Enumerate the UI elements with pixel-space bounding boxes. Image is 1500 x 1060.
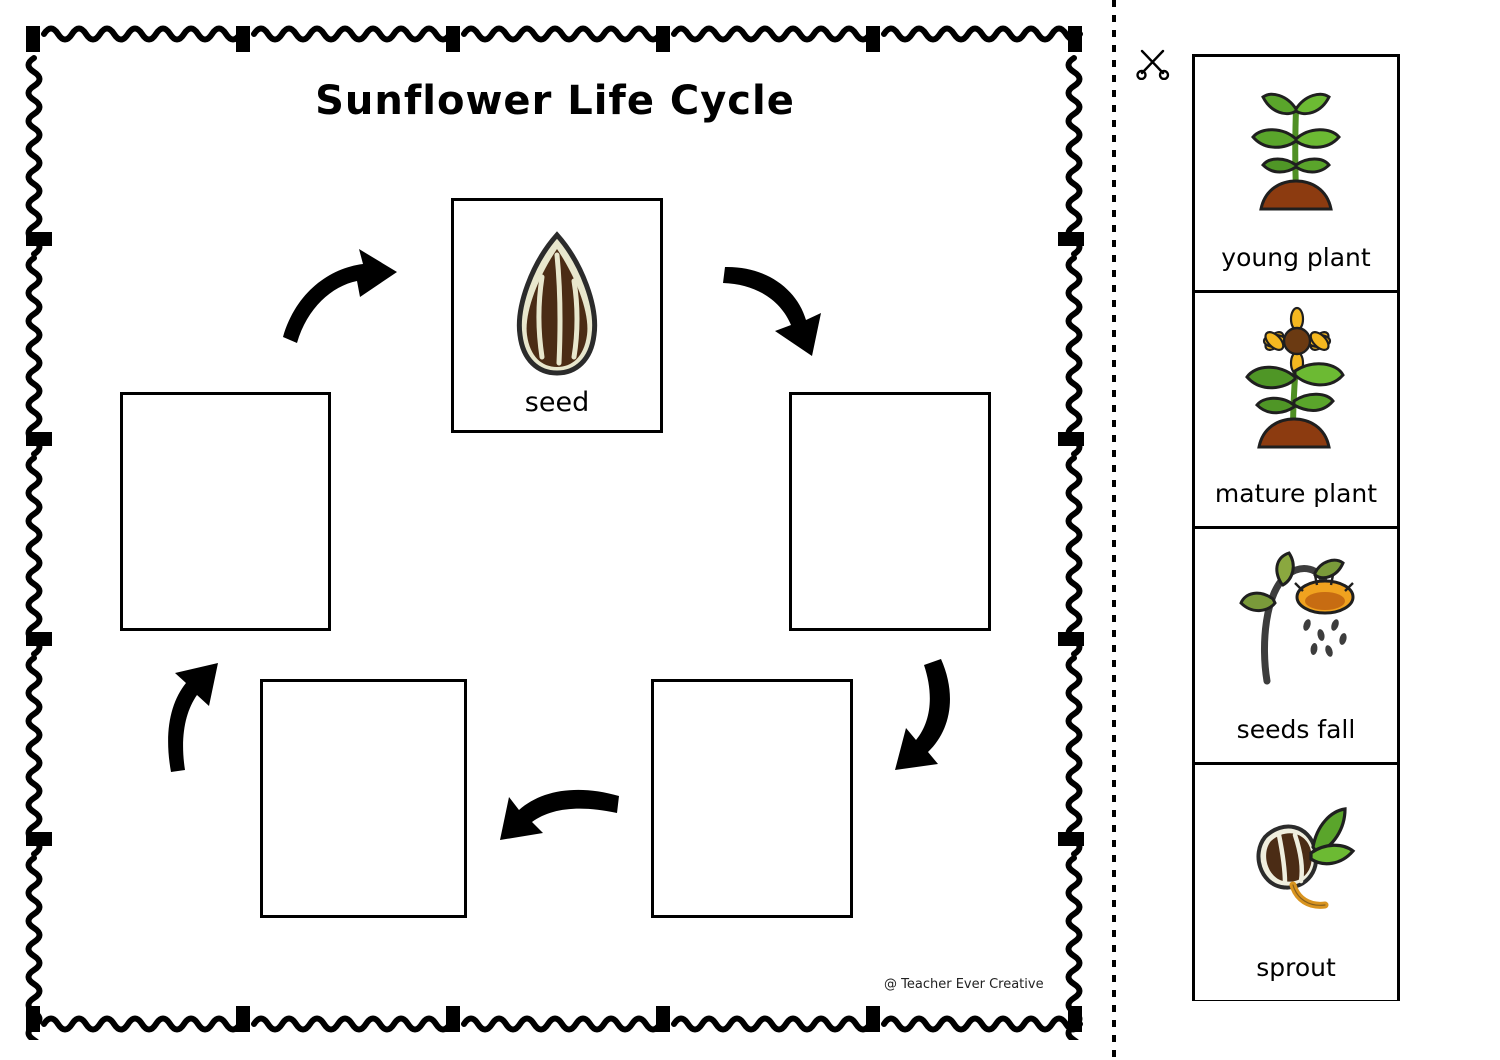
cycle-box-seed[interactable]	[451, 198, 663, 433]
empty-box-right-bottom[interactable]	[651, 679, 853, 918]
mature-sunflower-icon	[1221, 305, 1371, 460]
empty-box-left-bottom[interactable]	[260, 679, 467, 918]
cutout-card-sprout[interactable]	[1195, 765, 1397, 1000]
sunflower-seed-icon	[502, 229, 612, 379]
scissors-icon	[1136, 46, 1170, 80]
sprouting-seed-icon	[1221, 777, 1371, 932]
cutout-card-strip	[1192, 54, 1400, 1001]
seeds-falling-icon	[1221, 541, 1371, 696]
cycle-box-seed-caption: seed	[524, 387, 590, 418]
page-title: Sunflower Life Cycle	[315, 78, 795, 124]
cutout-card-seeds-fall[interactable]	[1195, 529, 1397, 765]
dotted-cut-line	[1112, 0, 1116, 1060]
empty-box-right-top[interactable]	[789, 392, 991, 631]
cutout-label-sprout: sprout	[1256, 953, 1336, 982]
credit-text: @ Teacher Ever Creative	[884, 977, 1044, 992]
cutout-label-seeds-fall: seeds fall	[1236, 715, 1356, 744]
empty-box-left-top[interactable]	[120, 392, 331, 631]
cutout-label-young-plant: young plant	[1221, 243, 1371, 272]
young-plant-icon	[1221, 69, 1371, 224]
cutout-label-mature-plant: mature plant	[1214, 479, 1378, 508]
cutout-card-young-plant[interactable]	[1195, 57, 1397, 293]
cutout-card-mature-plant[interactable]	[1195, 293, 1397, 529]
